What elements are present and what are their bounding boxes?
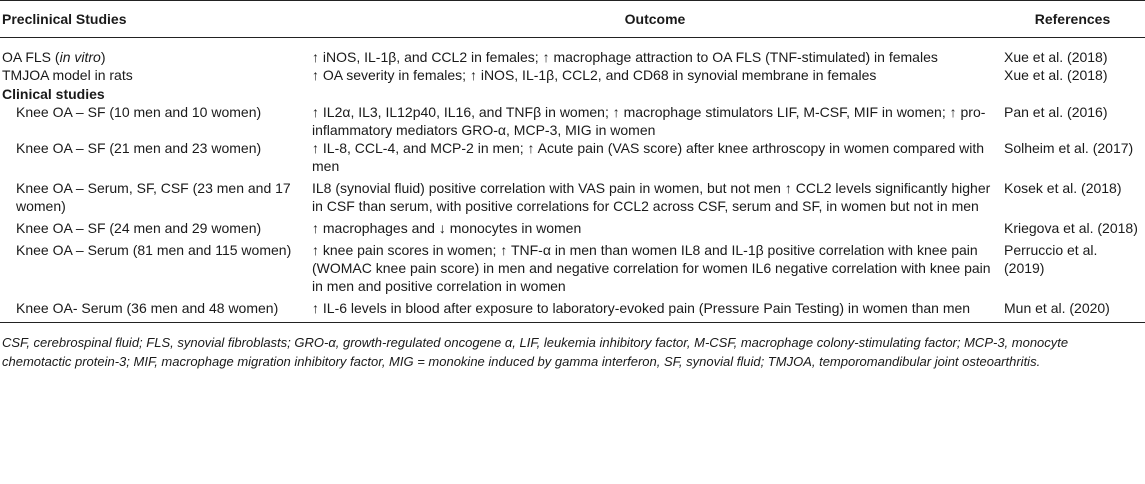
- header-outcome: Outcome: [310, 1, 1002, 38]
- table-row: [0, 38, 1145, 67]
- table-row: [0, 139, 1145, 179]
- table-row: [0, 299, 1145, 323]
- table-footnote: CSF, cerebrospinal fluid; FLS, synovial fibroblasts; GRO-α, growth-regulated oncogene α, LIF, leukemia inhibitory factor, M-CSF, macrophage colony-stimulating factor; MCP-3, monocyte chemotactic protein-3; MIF, macrophage migration inhibitory factor, MIG = monokine induced by gamma interferon, SF, synovial fluid; TMJOA, temporomandibular joint osteoarthritis.: [2, 335, 1069, 369]
- outcome-cell: ↑ knee pain scores in women; ↑ TNF-α in men than women IL8 and IL-1β positive correlation with knee pain (WOMAC knee pain score) in men and negative correlation for women IL6 negative correlation with knee pain in men and positive correlation in women: [312, 242, 991, 294]
- study-cell: Knee OA – SF (24 men and 29 women): [16, 220, 262, 236]
- study-cell: [0, 38, 310, 67]
- section-row: [0, 84, 1145, 103]
- study-italic: in vitro: [59, 49, 101, 65]
- study-suffix: ): [100, 49, 106, 65]
- outcome-cell: ↑ IL-8, CCL-4, and MCP-2 in men; ↑ Acute pain (VAS score) after knee arthroscopy in women compared with men: [312, 140, 985, 174]
- table-row: [0, 219, 1145, 241]
- reference-cell: Solheim et al. (2017): [1004, 140, 1134, 156]
- outcome-cell: ↑ OA severity in females; ↑ iNOS, IL-1β, CCL2, and CD68 in synovial membrane in females: [312, 67, 877, 83]
- table-row: [0, 241, 1145, 299]
- reference-cell: Kriegova et al. (2018): [1004, 220, 1138, 236]
- outcome-cell: ↑ iNOS, IL-1β, and CCL2 in females; ↑ macrophage attraction to OA FLS (TNF-stimulated) in females: [312, 49, 938, 65]
- reference-cell: Perruccio et al. (2019): [1004, 242, 1098, 276]
- study-cell: Knee OA – Serum, SF, CSF (23 men and 17 women): [16, 180, 291, 214]
- outcome-cell: ↑ macrophages and ↓ monocytes in women: [312, 220, 582, 236]
- outcome-cell: IL8 (synovial fluid) positive correlation with VAS pain in women, but not men ↑ CCL2 levels significantly higher in CSF than serum, with positive correlations for CCL2 across CSF, serum and SF, in women but not in men: [312, 180, 991, 214]
- reference-cell: Mun et al. (2020): [1002, 299, 1145, 323]
- reference-cell: Xue et al. (2018): [1004, 49, 1108, 65]
- reference-cell: Pan et al. (2016): [1004, 104, 1108, 120]
- header-row: [0, 1, 1145, 38]
- outcome-cell: ↑ IL2α, IL3, IL12p40, IL16, and TNFβ in women; ↑ macrophage stimulators LIF, M-CSF, MIF in women; ↑ pro-inflammatory mediators GRO-α, MCP-3, MIG in women: [312, 104, 986, 138]
- section-label: Clinical studies: [2, 86, 105, 102]
- reference-cell: Xue et al. (2018): [1004, 67, 1108, 83]
- study-prefix: OA FLS (: [2, 49, 60, 65]
- table-row: [0, 103, 1145, 139]
- header-references: References: [1002, 1, 1145, 38]
- header-study: Preclinical Studies: [0, 1, 310, 38]
- outcome-cell: ↑ IL-6 levels in blood after exposure to laboratory-evoked pain (Pressure Pain Testing) in women than men: [310, 299, 1002, 323]
- study-cell: Knee OA – SF (21 men and 23 women): [16, 140, 262, 156]
- table-row: [0, 66, 1145, 84]
- study-cell: Knee OA – SF (10 men and 10 women): [16, 104, 262, 120]
- table-row: [0, 179, 1145, 219]
- reference-cell: Kosek et al. (2018): [1004, 180, 1122, 196]
- study-cell: Knee OA- Serum (36 men and 48 women): [0, 299, 310, 323]
- study-cell: Knee OA – Serum (81 men and 115 women): [16, 242, 292, 258]
- study-cell: TMJOA model in rats: [2, 67, 133, 83]
